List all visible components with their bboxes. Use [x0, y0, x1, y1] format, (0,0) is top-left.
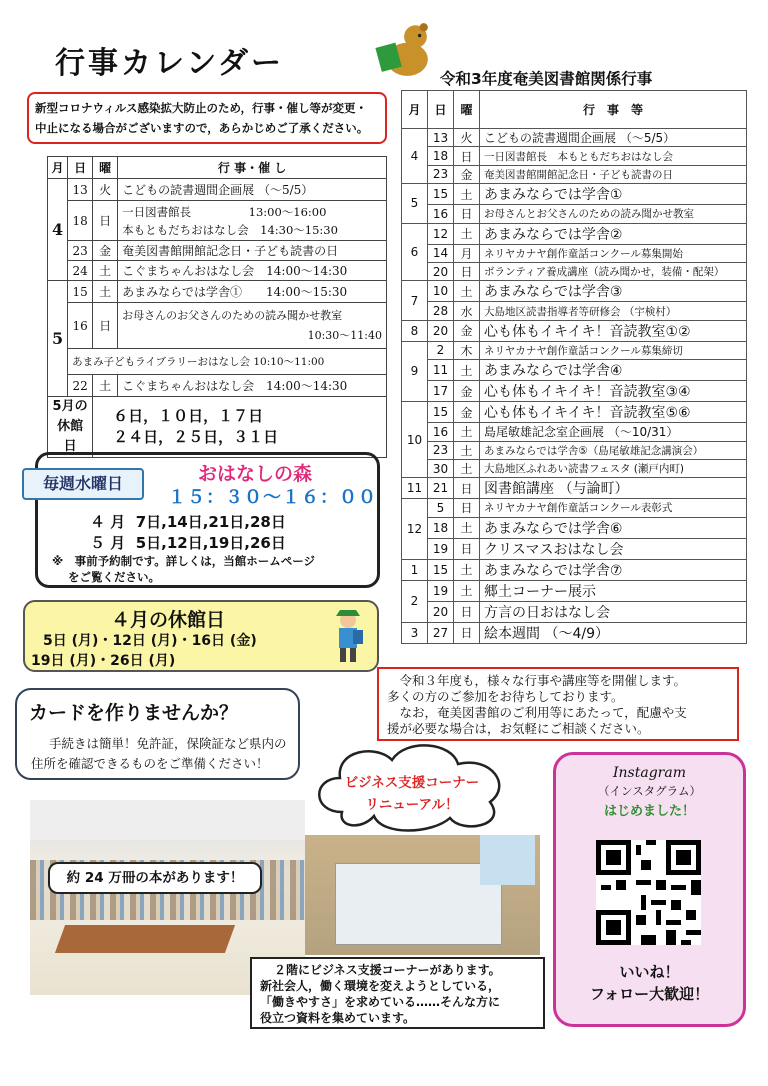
day-cell: 23	[428, 441, 454, 459]
day-cell: 30	[428, 459, 454, 477]
event-cell: 図書館講座 （与論町）	[480, 478, 747, 499]
notice-line: 新型コロナウィルス感染拡大防止のため，行事・催し等が変更・	[35, 101, 368, 115]
business-bubble-line: ビジネス支援コーナー	[344, 775, 480, 791]
may-days: 5日,12日,19日,26日	[135, 534, 286, 552]
april-closed-title: ４月の休館日	[111, 609, 226, 631]
day-cell: 23	[428, 165, 454, 183]
dow-cell: 日	[454, 205, 480, 223]
day-cell: 16	[428, 205, 454, 223]
day-cell: 20	[428, 320, 454, 341]
bear-reading-icon	[370, 18, 432, 80]
may-label: ５ 月	[90, 534, 126, 552]
dow-cell: 土	[454, 223, 480, 244]
card-text: 住所を確認できるものをご準備ください！	[31, 756, 269, 771]
event-cell: 大島地区ふれあい読書フェスタ (瀬戸内町)	[480, 459, 747, 477]
event-row	[402, 517, 747, 538]
day-cell: 5	[428, 499, 454, 517]
dow-cell: 土	[454, 459, 480, 477]
dow-cell: 土	[454, 423, 480, 441]
message-line: なお，奄美図書館のご利用等にあたって，配慮や支	[387, 705, 687, 720]
instagram-box	[553, 752, 746, 1027]
month-cell: 7	[402, 281, 428, 320]
dow-cell: 日	[93, 201, 118, 241]
dow-cell: 土	[454, 184, 480, 205]
event-cell: 一日図書館長 本もともだちおはなし会	[480, 147, 747, 165]
dow-cell: 土	[93, 261, 118, 281]
day-cell: 16	[68, 303, 93, 349]
message-line: 援が必要な場合は，お気軽にご相談ください。	[387, 721, 650, 736]
event-row	[402, 262, 747, 280]
event-cell: ネリヤカナヤ創作童話コンクール募集締切	[480, 341, 747, 359]
day-cell: 18	[428, 147, 454, 165]
dow-cell: 土	[454, 517, 480, 538]
event-cell: クリスマスおはなし会	[480, 538, 747, 559]
storytime-time: １５：３０～１６：００	[168, 487, 377, 508]
day-cell: 20	[428, 262, 454, 280]
instagram-like: いいね！	[619, 963, 680, 981]
day-cell: 15	[428, 184, 454, 205]
event-cell: 郷土コーナー展示	[480, 580, 747, 601]
event-cell: あまみならでは学舎⑥	[480, 517, 747, 538]
dow-cell: 日	[454, 601, 480, 622]
event-cell: こぐまちゃんおはなし会 14:00～14:30	[118, 261, 387, 281]
business-description	[250, 957, 545, 1029]
col-month: 月	[48, 157, 68, 179]
business-bubble-line: リニューアル！	[365, 797, 459, 813]
annual-events-table	[401, 90, 747, 644]
event-row	[402, 499, 747, 517]
event-row	[402, 165, 747, 183]
month-cell: 5	[48, 281, 68, 397]
col-dow: 曜	[454, 91, 480, 129]
business-desc-line: 役立つ資料を集めています。	[260, 1011, 416, 1025]
day-cell: 15	[68, 281, 93, 303]
event-cell: 奄美図書館開館記念日・子ども読書の日	[118, 241, 387, 261]
event-row	[402, 184, 747, 205]
dow-cell: 日	[454, 622, 480, 643]
day-cell: 28	[428, 302, 454, 320]
month-cell: 1	[402, 559, 428, 580]
day-cell: 18	[428, 517, 454, 538]
dow-cell: 金	[93, 241, 118, 261]
dow-cell: 日	[454, 147, 480, 165]
closed-label: 5月の	[52, 399, 88, 414]
dow-cell: 土	[454, 360, 480, 381]
dow-cell: 火	[93, 179, 118, 201]
event-cell: ネリヤカナヤ創作童話コンクール募集開始	[480, 244, 747, 262]
day-cell: 21	[428, 478, 454, 499]
event-row	[402, 341, 747, 359]
event-row	[402, 147, 747, 165]
instagram-follow: フォロー大歓迎！	[589, 985, 710, 1003]
card-title: カードを作りませんか？	[29, 702, 239, 724]
dow-cell: 木	[454, 341, 480, 359]
event-row	[402, 223, 747, 244]
weekly-tag: 毎週水曜日	[22, 468, 144, 500]
event-row	[402, 601, 747, 622]
storytime-title: おはなしの森	[198, 463, 313, 485]
dow-cell: 金	[454, 402, 480, 423]
day-cell: 10	[428, 281, 454, 302]
card-text: 手続きは簡単！免許証，保険証など県内の	[49, 736, 287, 751]
day-cell: 20	[428, 601, 454, 622]
event-table	[47, 156, 387, 458]
dow-cell: 火	[454, 129, 480, 147]
instagram-kana: （インスタグラム）	[597, 784, 702, 798]
event-cell: お母さんとお父さんのための読み聞かせ教室	[480, 205, 747, 223]
event-cell: 奄美図書館開館記念日・子ども読書の日	[480, 165, 747, 183]
month-cell: 8	[402, 320, 428, 341]
day-cell: 15	[428, 559, 454, 580]
event-row	[402, 559, 747, 580]
event-cell: あまみならでは学舎⑤（島尾敏雄記念講演会）	[480, 441, 747, 459]
day-cell: 13	[428, 129, 454, 147]
event-cell: あまみならでは学舎① 14:00～15:30	[118, 281, 387, 303]
instagram-start: はじめました！	[603, 804, 695, 819]
event-row	[402, 244, 747, 262]
qr-code-icon[interactable]	[596, 840, 701, 945]
event-cell: 大島地区読書指導者等研修会 （宇検村）	[480, 302, 747, 320]
day-cell: 19	[428, 538, 454, 559]
page-title: 行事カレンダー	[55, 46, 285, 81]
event-cell: ボランティア養成講座（読み聞かせ，装備・配架）	[480, 262, 747, 280]
message-line: 多くの方のご参加をお待ちしております。	[387, 689, 624, 704]
dow-cell: 土	[454, 559, 480, 580]
event-cell: あまみならでは学舎⑦	[480, 559, 747, 580]
message-box	[377, 667, 739, 741]
day-cell: 22	[68, 375, 93, 397]
day-cell: 12	[428, 223, 454, 244]
event-row	[402, 302, 747, 320]
month-cell: 5	[402, 184, 428, 223]
dow-cell: 月	[454, 244, 480, 262]
closed-days: ２４日，２５日，３１日	[113, 428, 279, 446]
event-cell: あまみ子どもライブラリーおはなし会 10:10～11:00	[68, 349, 387, 375]
dow-cell: 日	[454, 478, 480, 499]
month-cell: 10	[402, 402, 428, 478]
april-closed-box	[23, 600, 379, 672]
event-cell: 島尾敏雄記念室企画展 （～10/31）	[480, 423, 747, 441]
event-cell: あまみならでは学舎②	[480, 223, 747, 244]
event-row	[402, 129, 747, 147]
event-cell: 絵本週間 （～4/9）	[480, 622, 747, 643]
event-row	[402, 360, 747, 381]
day-cell: 18	[68, 201, 93, 241]
event-row	[402, 281, 747, 302]
col-event: 行 事 等	[480, 91, 747, 129]
dow-cell: 土	[454, 580, 480, 601]
event-cell: 心も体もイキイキ！音読教室①②	[480, 320, 747, 341]
dow-cell: 金	[454, 165, 480, 183]
business-desc-line: ２階にビジネス支援コーナーがあります。	[274, 963, 501, 977]
dow-cell: 土	[454, 441, 480, 459]
event-cell: 本もともだちおはなし会 14:30～15:30	[122, 222, 338, 237]
event-cell: 一日図書館長 13:00～16:00	[122, 204, 327, 219]
event-row	[402, 423, 747, 441]
event-cell: こどもの読書週間企画展 （～5/5）	[118, 179, 387, 201]
month-cell: 2	[402, 580, 428, 622]
event-row	[402, 402, 747, 423]
april-label: ４ 月	[90, 513, 126, 531]
closed-label: 休館日	[57, 419, 84, 454]
hiker-icon	[323, 608, 373, 668]
day-cell: 15	[428, 402, 454, 423]
dow-cell: 土	[454, 281, 480, 302]
annual-events-title: 令和3年度奄美図書館関係行事	[440, 70, 653, 88]
books-count-label: 約 24 万冊の本があります！	[48, 862, 262, 894]
event-row	[402, 320, 747, 341]
day-cell: 2	[428, 341, 454, 359]
dow-cell: 水	[454, 302, 480, 320]
storytime-note: ※ 事前予約制です。詳しくは，当館ホームページ	[52, 554, 316, 568]
instagram-title: Instagram	[613, 765, 686, 781]
dow-cell: 日	[93, 303, 118, 349]
col-dow: 曜	[93, 157, 118, 179]
event-cell: こぐまちゃんおはなし会 14:00～14:30	[118, 375, 387, 397]
col-day: 日	[68, 157, 93, 179]
event-row	[402, 441, 747, 459]
card-bubble	[15, 688, 300, 780]
april-closed-line: 5日 (月)・12日 (月)・16日 (金)	[43, 633, 257, 649]
dow-cell: 土	[93, 281, 118, 303]
business-corner-photo	[305, 835, 540, 955]
closed-days: ６日，１０日，１７日	[113, 407, 264, 425]
day-cell: 19	[428, 580, 454, 601]
event-cell: ネリヤカナヤ創作童話コンクール表彰式	[480, 499, 747, 517]
event-row	[402, 538, 747, 559]
notice-box	[27, 92, 387, 144]
event-cell: お母さんのお父さんのための読み聞かせ教室	[122, 308, 343, 322]
notice-line: 中止になる場合がございますので，あらかじめご了承ください。	[35, 121, 369, 135]
day-cell: 13	[68, 179, 93, 201]
business-desc-line: 「働きやすさ」を求めている……そんな方に	[260, 995, 501, 1009]
month-cell: 6	[402, 223, 428, 281]
dow-cell: 日	[454, 499, 480, 517]
month-cell: 4	[48, 179, 68, 281]
month-cell: 11	[402, 478, 428, 499]
dow-cell: 日	[454, 262, 480, 280]
event-cell: あまみならでは学舎④	[480, 360, 747, 381]
event-row	[402, 205, 747, 223]
event-cell: 10:30～11:40	[307, 328, 382, 342]
event-row	[402, 381, 747, 402]
day-cell: 23	[68, 241, 93, 261]
day-cell: 14	[428, 244, 454, 262]
event-cell: 心も体もイキイキ！音読教室⑤⑥	[480, 402, 747, 423]
day-cell: 24	[68, 261, 93, 281]
event-cell: あまみならでは学舎①	[480, 184, 747, 205]
col-day: 日	[428, 91, 454, 129]
month-cell: 12	[402, 499, 428, 559]
event-cell: 心も体もイキイキ！音読教室③④	[480, 381, 747, 402]
event-cell: こどもの読書週間企画展 （～5/5）	[480, 129, 747, 147]
dow-cell: 日	[454, 538, 480, 559]
message-line: 令和３年度も，様々な行事や講座等を開催します。	[387, 673, 687, 688]
month-cell: 3	[402, 622, 428, 643]
col-month: 月	[402, 91, 428, 129]
col-event: 行 事・催 し	[118, 157, 387, 179]
dow-cell: 土	[93, 375, 118, 397]
dow-cell: 金	[454, 320, 480, 341]
event-row	[402, 580, 747, 601]
event-cell: 方言の日おはなし会	[480, 601, 747, 622]
dow-cell: 金	[454, 381, 480, 402]
april-days: 7日,14日,21日,28日	[135, 513, 286, 531]
business-desc-line: 新社会人，働く環境を変えようとしている，	[260, 979, 501, 993]
day-cell: 17	[428, 381, 454, 402]
month-cell: 4	[402, 129, 428, 184]
event-cell: あまみならでは学舎③	[480, 281, 747, 302]
event-row	[402, 459, 747, 477]
event-row	[402, 478, 747, 499]
day-cell: 16	[428, 423, 454, 441]
day-cell: 27	[428, 622, 454, 643]
month-cell: 9	[402, 341, 428, 401]
day-cell: 11	[428, 360, 454, 381]
event-row	[402, 622, 747, 643]
storytime-note: をご覧ください。	[68, 570, 160, 584]
april-closed-line: 19日 (月)・26日 (月)	[31, 653, 176, 669]
